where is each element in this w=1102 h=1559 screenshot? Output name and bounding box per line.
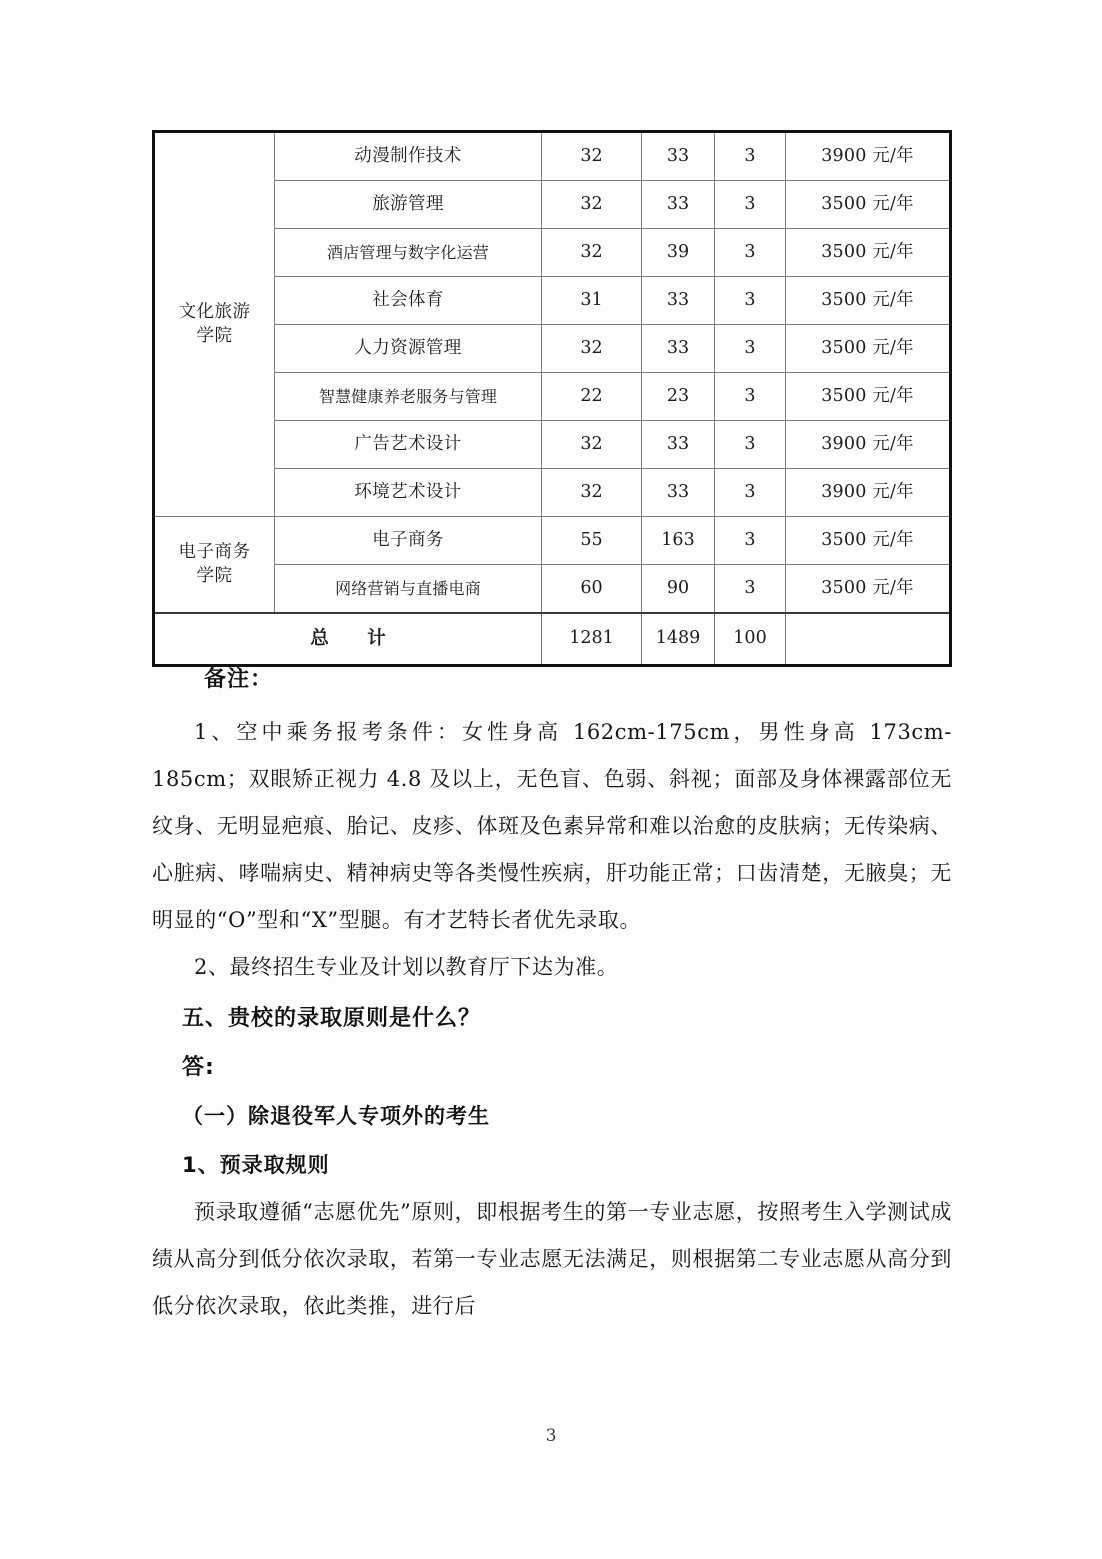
total-plan-count: 1281 (542, 613, 642, 666)
total-years: 100 (715, 613, 786, 666)
college-line-2: 学院 (196, 565, 233, 586)
applied-count: 33 (642, 132, 715, 181)
major-name: 电子商务 (275, 517, 542, 565)
study-years: 3 (715, 469, 786, 517)
study-years: 3 (715, 181, 786, 229)
major-name: 动漫制作技术 (275, 132, 542, 181)
tuition-fee: 3900 元/年 (786, 421, 951, 469)
study-years: 3 (715, 517, 786, 565)
study-years: 3 (715, 565, 786, 614)
spacer (152, 699, 952, 709)
study-years: 3 (715, 132, 786, 181)
table-body (154, 132, 951, 666)
tuition-fee: 3500 元/年 (786, 565, 951, 614)
plan-count: 32 (542, 229, 642, 277)
table-row (154, 517, 951, 565)
plan-count: 22 (542, 373, 642, 421)
total-fee (786, 613, 951, 666)
plan-count: 32 (542, 132, 642, 181)
study-years: 3 (715, 373, 786, 421)
major-name: 旅游管理 (275, 181, 542, 229)
section-heading: 五、贵校的录取原则是什么？ (182, 1006, 482, 1031)
total-applied-count: 1489 (642, 613, 715, 666)
plan-count: 32 (542, 469, 642, 517)
tuition-fee: 3500 元/年 (786, 181, 951, 229)
admission-plan-table (152, 130, 952, 667)
applied-count: 33 (642, 277, 715, 325)
applied-count: 33 (642, 325, 715, 373)
tuition-fee: 3500 元/年 (786, 325, 951, 373)
note-item-2: 2、最终招生专业及计划以教育厅下达为准。 (194, 955, 619, 979)
study-years: 3 (715, 421, 786, 469)
plan-count: 32 (542, 325, 642, 373)
applied-count: 39 (642, 229, 715, 277)
note-item-1: 1、空中乘务报考条件：女性身高 162cm-175cm，男性身高 173cm-185cm；双眼矫正视力 4.8 及以上，无色盲、色弱、斜视；面部及身体裸露部位无纹身、无明显疤痕、胎记、皮疹、体斑及色素异常和难以治愈的皮肤病；无传染病、心脏病、哮喘病史、精神病史等各类慢性疾病，肝功能正常；口齿清楚，无腋臭；无明显的“O”型和“X”型腿。有才艺特长者优先录取。 (152, 720, 952, 932)
applied-count: 33 (642, 469, 715, 517)
college-group-cell-1 (154, 132, 275, 517)
applied-count: 163 (642, 517, 715, 565)
document-body (152, 662, 952, 1330)
tuition-fee: 3900 元/年 (786, 132, 951, 181)
section-body-paragraph: 预录取遵循“志愿优先”原则，即根据考生的第一专业志愿，按照考生入学测试成绩从高分到低分依次录取，若第一专业志愿无法满足，则根据第二专业志愿从高分到低分依次录取，依此类推，进行后 (152, 1200, 952, 1318)
plan-count: 32 (542, 181, 642, 229)
plan-count: 32 (542, 421, 642, 469)
major-name: 广告艺术设计 (275, 421, 542, 469)
tuition-fee: 3500 元/年 (786, 517, 951, 565)
applied-count: 33 (642, 181, 715, 229)
answer-label: 答: (182, 1055, 215, 1080)
major-name: 智慧健康养老服务与管理 (275, 373, 542, 421)
notes-label: 备注： (204, 667, 274, 692)
college-line-1: 文化旅游 (178, 301, 251, 322)
tuition-fee: 3500 元/年 (786, 373, 951, 421)
study-years: 3 (715, 277, 786, 325)
applied-count: 33 (642, 421, 715, 469)
major-name: 环境艺术设计 (275, 469, 542, 517)
table-row (154, 132, 951, 181)
page-number: 3 (545, 1426, 557, 1446)
college-line-2: 学院 (196, 325, 233, 346)
table-total-row (154, 613, 951, 666)
study-years: 3 (715, 325, 786, 373)
major-name: 网络营销与直播电商 (275, 565, 542, 614)
total-label: 总 计 (154, 613, 542, 666)
major-name: 酒店管理与数字化运营 (275, 229, 542, 277)
tuition-fee: 3500 元/年 (786, 229, 951, 277)
college-group-cell-2 (154, 517, 275, 614)
college-line-1: 电子商务 (178, 541, 251, 562)
sub-heading-1: （一）除退役军人专项外的考生 (182, 1104, 490, 1128)
tuition-fee: 3900 元/年 (786, 469, 951, 517)
plan-count: 55 (542, 517, 642, 565)
applied-count: 23 (642, 373, 715, 421)
plan-count: 31 (542, 277, 642, 325)
sub-heading-2: 1、预录取规则 (182, 1153, 330, 1177)
tuition-fee: 3500 元/年 (786, 277, 951, 325)
admission-plan-table-container (152, 130, 949, 667)
major-name: 社会体育 (275, 277, 542, 325)
major-name: 人力资源管理 (275, 325, 542, 373)
applied-count: 90 (642, 565, 715, 614)
study-years: 3 (715, 229, 786, 277)
plan-count: 60 (542, 565, 642, 614)
